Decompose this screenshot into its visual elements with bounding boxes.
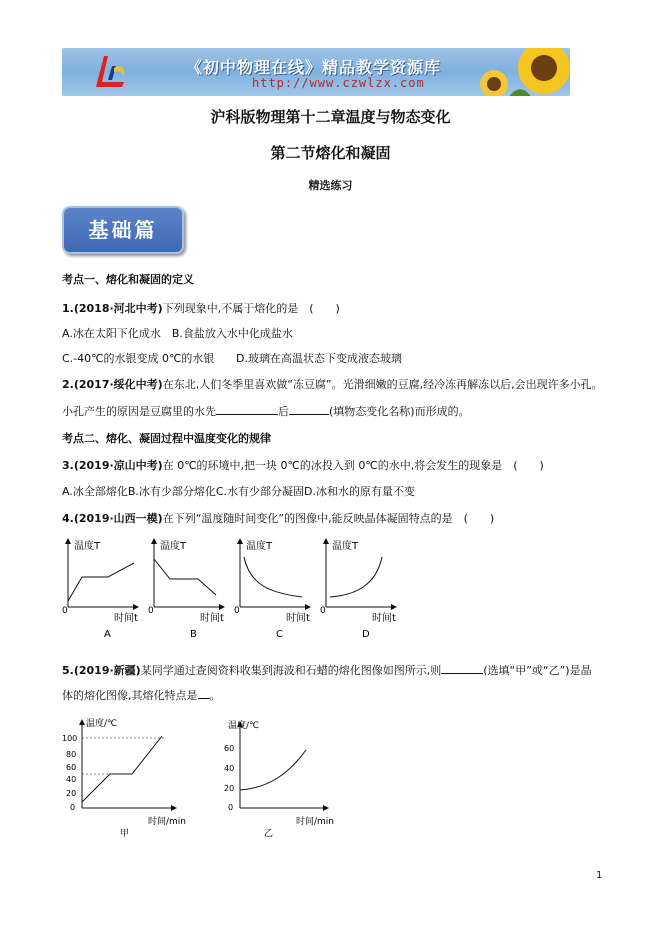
page-number: 1 <box>596 870 603 881</box>
exercise-subtitle: 精选练习 <box>308 179 353 192</box>
header-banner <box>62 48 570 96</box>
x-axis-label: 时间t <box>114 613 138 624</box>
question-text: 后 <box>278 405 289 418</box>
question-number: 4. <box>62 512 74 525</box>
question-source: (2018·河北中考) <box>73 302 163 315</box>
question-5 <box>62 663 592 678</box>
y-axis-label: 温度T <box>332 541 359 552</box>
question-stem: 在东北,人们冬季里喜欢做“冻豆腐”。光滑细嫩的豆腐,经冷冻再解冻以后,会出现许多小孔。 <box>162 378 603 391</box>
question-source: (2017·绥化中考) <box>73 378 163 391</box>
sunflower-icon <box>472 48 570 96</box>
graph-b <box>148 539 224 640</box>
y-tick: 80 <box>66 750 77 759</box>
x-axis-label: 时间/min <box>148 817 187 827</box>
question-stem: 某同学通过查阅资料收集到海波和石蜡的熔化图像如图所示,则 <box>140 664 442 677</box>
y-axis-label: 温度T <box>246 541 273 552</box>
question-4 <box>62 512 494 526</box>
question-stem: 在下列“温度随时间变化”的图像中,能反映晶体凝固特点的是 ( ) <box>162 512 495 525</box>
document-title: 沪科版物理第十二章温度与物态变化 <box>210 108 451 126</box>
origin-label: 0 <box>320 606 326 616</box>
y-tick: 40 <box>224 764 235 773</box>
x-axis-label: 时间t <box>372 613 396 624</box>
question-2 <box>62 378 603 392</box>
question-text: 小孔产生的原因是豆腐里的水先 <box>62 405 216 418</box>
y-axis-label: 温度T <box>160 541 187 552</box>
graph-a <box>62 539 138 640</box>
graph-letter: D <box>362 629 370 640</box>
question-number: 1. <box>62 302 74 315</box>
y-tick: 60 <box>66 763 77 772</box>
graph-yi <box>224 719 334 839</box>
answer-blank[interactable] <box>289 404 329 415</box>
question-1-option-d: D.玻璃在高温状态下变成液态玻璃 <box>236 352 402 365</box>
y-tick: 20 <box>66 789 77 798</box>
y-axis-label: 温度/℃ <box>228 721 260 731</box>
y-tick: 100 <box>62 734 78 743</box>
y-tick: 20 <box>224 784 235 793</box>
question-number: 5. <box>62 664 74 677</box>
question-stem-after: (选填“甲”或“乙”)是晶 <box>483 664 592 677</box>
y-tick: 0 <box>228 803 234 812</box>
graph-caption: 甲 <box>120 829 130 839</box>
question-number: 3. <box>62 459 74 472</box>
question-stem: 在 0℃的环境中,把一块 0℃的冰投入到 0℃的水中,将会发生的现象是 ( ) <box>162 459 544 472</box>
answer-blank[interactable] <box>441 663 483 674</box>
origin-label: 0 <box>148 606 154 616</box>
question-3 <box>62 459 544 473</box>
graph-c <box>234 539 310 640</box>
y-tick: 60 <box>224 744 235 753</box>
graph-letter: A <box>104 629 111 640</box>
section-title: 第二节熔化和凝固 <box>270 144 391 162</box>
banner-url: http://www.czwlzx.com <box>252 76 425 90</box>
basic-level-badge: 基础篇 <box>62 206 184 254</box>
question-text: 。 <box>209 689 221 702</box>
question-3-options: A.冰全部熔化B.冰有少部分熔化C.水有少部分凝固D.冰和水的原有量不变 <box>62 485 416 498</box>
question-source: (2019·山西一模) <box>73 512 163 525</box>
answer-blank[interactable] <box>216 404 278 415</box>
origin-label: 0 <box>234 606 240 616</box>
banner-title: 《初中物理在线》精品教学资源库 <box>186 58 442 77</box>
point-heading-1: 考点一、熔化和凝固的定义 <box>62 273 194 286</box>
x-axis-label: 时间/min <box>296 817 335 827</box>
x-axis-label: 时间t <box>200 613 224 624</box>
graph-d <box>320 539 396 640</box>
graph-letter: B <box>190 629 197 640</box>
question-1 <box>62 302 340 316</box>
logo-icon <box>94 54 128 90</box>
y-axis-label: 温度/℃ <box>86 719 118 729</box>
graph-letter: C <box>276 629 283 640</box>
question-source: (2019·凉山中考) <box>73 459 163 472</box>
question-1-options-ab: A.冰在太阳下化成水 B.食盐放入水中化成盐水 <box>62 327 293 340</box>
q4-graphs <box>60 535 420 643</box>
question-5-line-2 <box>62 688 221 703</box>
question-number: 2. <box>62 378 74 391</box>
x-axis-label: 时间t <box>286 613 310 624</box>
graph-caption: 乙 <box>264 829 274 839</box>
question-2-line-2 <box>62 404 470 419</box>
y-tick: 40 <box>66 775 77 784</box>
graph-jia <box>62 717 186 839</box>
point-heading-2: 考点二、熔化、凝固过程中温度变化的规律 <box>62 432 271 445</box>
y-tick: 0 <box>70 803 76 812</box>
question-source: (2019·新疆) <box>73 664 141 677</box>
question-stem: 下列现象中,不属于熔化的是 ( ) <box>162 302 340 315</box>
origin-label: 0 <box>62 606 68 616</box>
y-axis-label: 温度T <box>74 541 101 552</box>
q5-graphs <box>60 712 350 842</box>
answer-blank[interactable] <box>198 688 210 699</box>
question-1-option-c: C.-40℃的水银变成 0℃的水银 <box>62 352 215 365</box>
question-text: (填物态变化名称)而形成的。 <box>329 405 470 418</box>
question-text: 体的熔化图像,其熔化特点是 <box>62 689 198 702</box>
